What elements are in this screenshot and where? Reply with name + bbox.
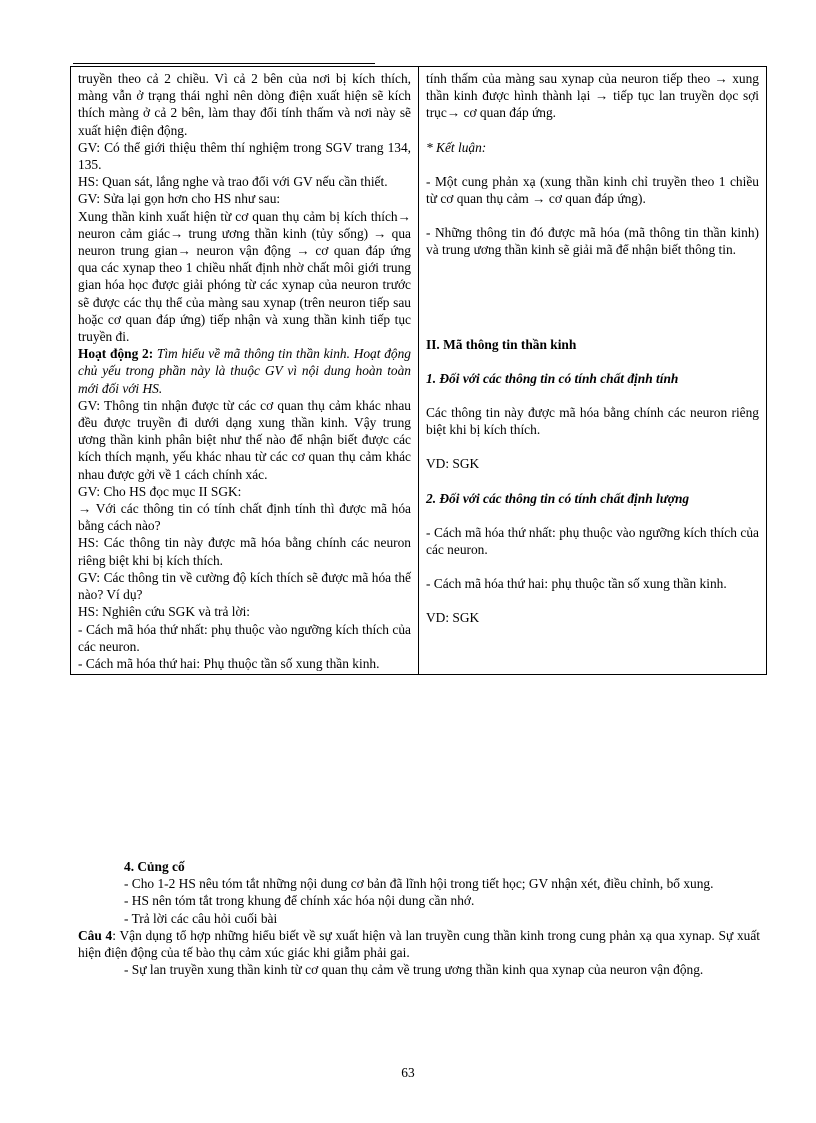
left-paragraph: GV: Thông tin nhận được từ các cơ quan thụ cảm khác nhau đều được truyền đi dưới dạng xung thần kinh. Vậy trung ương thần kinh phân biệt như thế nào để nhận biết được các kích thích mạnh, yếu khác nhau từ các cơ quan thụ cảm khác nhau được gởi về 1 cách chính xác. <box>78 397 411 482</box>
left-paragraph: truyền theo cả 2 chiều. Vì cả 2 bên của nơi bị kích thích, màng vẫn ở trạng thái nghỉ nên dòng điện xuất hiện sẽ kích thích màng ở cả 2 bên, làm thay đổi tính thấm và nơi này sẽ xuất hiện điện động. <box>78 71 411 138</box>
consolidation-item: - Cho 1-2 HS nêu tóm tắt những nội dung cơ bản đã lĩnh hội trong tiết học; GV nhận xét, điều chỉnh, bổ xung. <box>124 876 714 892</box>
question-4 <box>78 927 760 961</box>
right-column <box>419 67 767 675</box>
subsection-item: - Cách mã hóa thứ hai: phụ thuộc tần số xung thần kinh. <box>426 576 727 592</box>
left-paragraph: HS: Quan sát, lắng nghe và trao đổi với GV nếu cần thiết. <box>78 174 388 190</box>
conclusion-item: - Những thông tin đó được mã hóa (mã thông tin thần kinh) và trung ương thần kinh sẽ giải mã để nhận biết thông tin. <box>426 225 759 258</box>
example-text: VD: SGK <box>426 610 480 626</box>
subsection-heading: 2. Đối với các thông tin có tính chất định lượng <box>426 490 690 506</box>
section-heading: II. Mã thông tin thần kinh <box>426 336 577 352</box>
example-text: VD: SGK <box>426 456 480 472</box>
activity-label: Hoạt động 2 <box>78 346 149 362</box>
conclusion-label: * Kết luận: <box>426 139 487 155</box>
right-intro: tính thấm của màng sau xynap của neuron tiếp theo → xung thần kinh được hình thành lại → tiếp tục lan truyền dọc sợi trục→ cơ quan đáp ứng. <box>426 71 759 121</box>
table-row <box>71 67 767 675</box>
left-column <box>71 67 419 675</box>
lesson-table <box>70 66 767 675</box>
left-paragraph: HS: Các thông tin này được mã hóa bằng chính các neuron riêng biệt khi bị kích thích. <box>78 535 411 568</box>
left-paragraph: → Với các thông tin có tính chất định tính thì được mã hóa bằng cách nào? <box>78 501 411 534</box>
activity-2-heading <box>78 345 411 397</box>
subsection-item: - Cách mã hóa thứ nhất: phụ thuộc vào ngưỡng kích thích của các neuron. <box>426 524 759 558</box>
activity-title: Tìm hiểu về mã thông tin thần kinh. Hoạt động chủ yếu trong phần này là thuộc GV vì nội dung hoàn toàn mới đối với HS. <box>78 346 411 396</box>
conclusion-item: - Một cung phản xạ (xung thần kinh chỉ truyền theo 1 chiều từ cơ quan thụ cảm → cơ quan đáp ứng). <box>426 173 759 207</box>
top-rule <box>73 63 375 64</box>
left-paragraph: - Cách mã hóa thứ nhất: phụ thuộc vào ngưỡng kích thích của các neuron. <box>78 621 411 654</box>
subsection-text: Các thông tin này được mã hóa bằng chính các neuron riêng biệt khi bị kích thích. <box>426 405 759 438</box>
page-number: 63 <box>401 1065 415 1080</box>
left-paragraph: GV: Sửa lại gọn hơn cho HS như sau: <box>78 191 281 207</box>
subsection-heading: 1. Đối với các thông tin có tính chất định tính <box>426 370 679 386</box>
left-paragraph: - Cách mã hóa thứ hai: Phụ thuộc tần số xung thần kinh. <box>78 655 380 671</box>
question-text: : Vận dụng tổ hợp những hiểu biết về sự xuất hiện và lan truyền cung thần kinh trong cung phản xạ qua xynap. Sự xuất hiện điện động của tế bào thụ cảm xúc giác khi giẫm phải gai. <box>78 927 761 961</box>
left-paragraph: GV: Các thông tin về cường độ kích thích sẽ được mã hóa thế nào? Ví dụ? <box>78 569 411 603</box>
left-paragraph: GV: Cho HS đọc mục II SGK: <box>78 483 242 499</box>
consolidation-item: - HS nên tóm tắt trong khung để chính xác hóa nội dung cần nhớ. <box>124 893 475 909</box>
left-paragraph: GV: Có thể giới thiệu thêm thí nghiệm trong SGV trang 134, 135. <box>78 139 411 173</box>
consolidation-section <box>78 858 760 978</box>
question-label: Câu 4 <box>78 927 113 943</box>
left-paragraph: Xung thần kinh xuất hiện từ cơ quan thụ cảm bị kích thích→ neuron cảm giác→ trung ương thần kinh (tủy sống) → qua neuron trung gian→ neuron vận động → cơ quan đáp ứng qua các xynap theo 1 chiều nhất định nhờ chất môi giới trung gian hóa học được giải phóng từ các xynap của neuron trước sẽ được các thụ thể của màng sau xynap (trên neuron tiếp sau hoặc cơ quan đáp ứng) tiếp nhận và xung thần kinh tiếp tục truyền đi. <box>78 208 411 345</box>
question-item: - Sự lan truyền xung thần kinh từ cơ quan thụ cảm về trung ương thần kinh qua xynap của neuron vận động. <box>124 962 704 978</box>
consolidation-item: - Trả lời các câu hỏi cuối bài <box>124 910 278 926</box>
activity-colon: : <box>148 346 157 362</box>
left-paragraph: HS: Nghiên cứu SGK và trả lời: <box>78 604 251 620</box>
consolidation-heading: 4. Củng cố <box>124 859 185 874</box>
